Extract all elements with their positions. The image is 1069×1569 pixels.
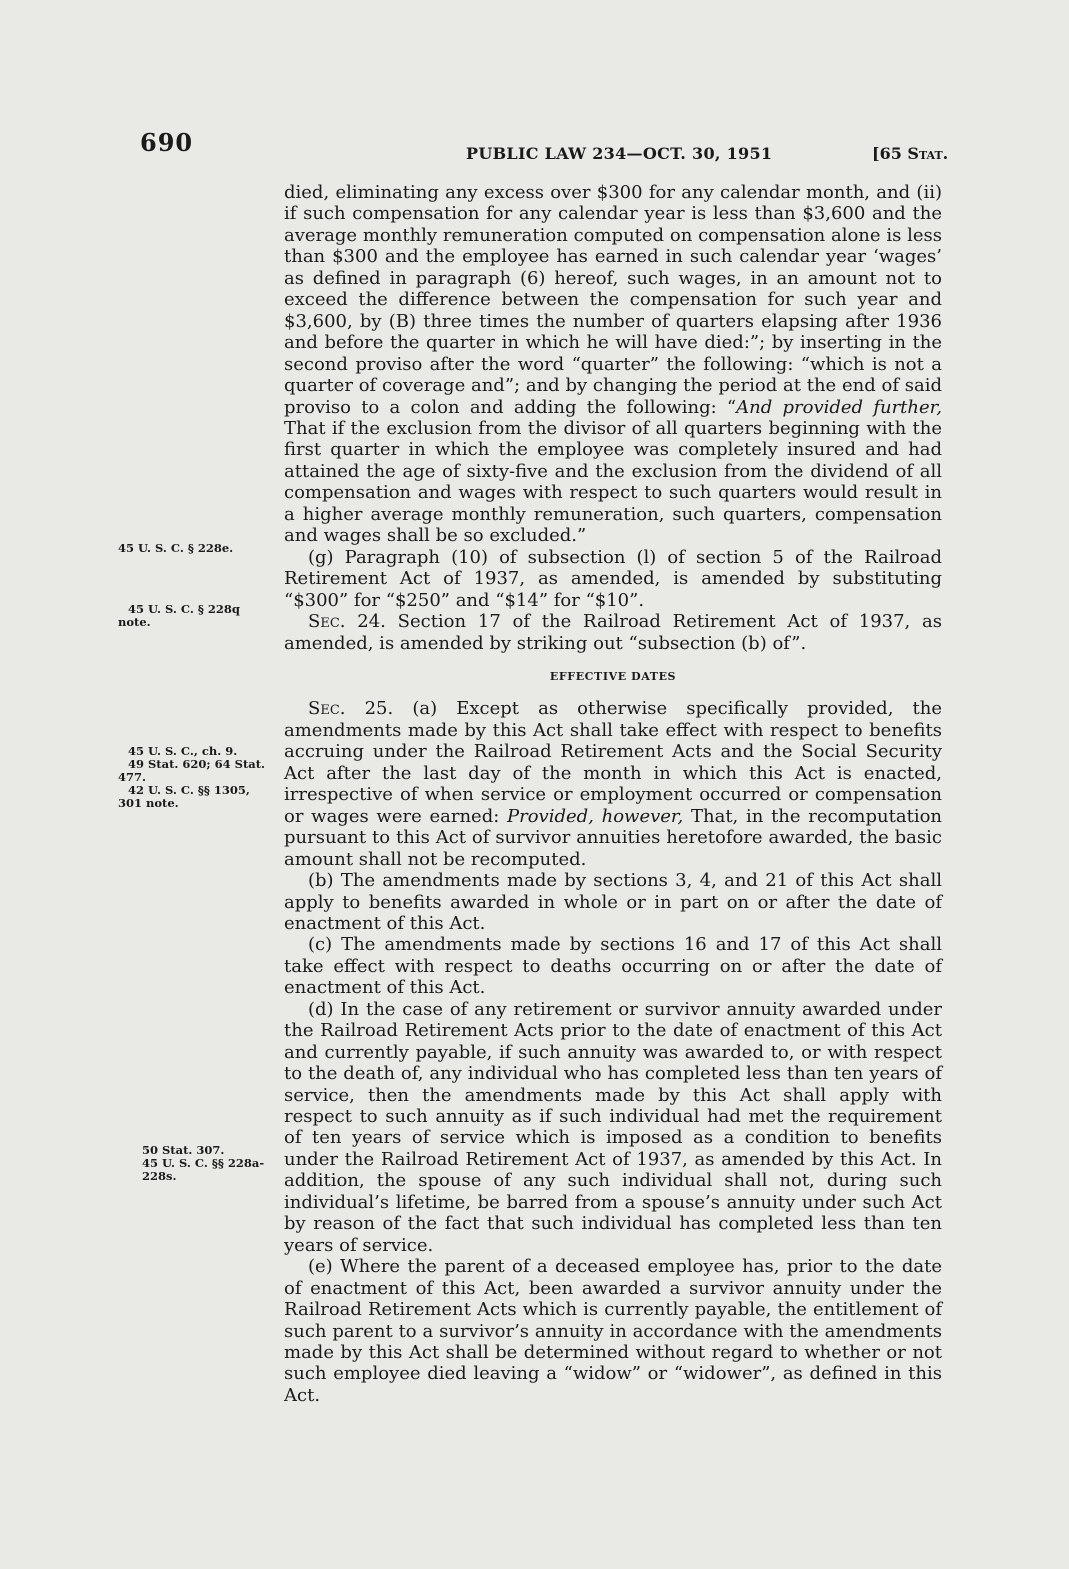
margin-note-line: note. bbox=[118, 615, 151, 629]
paragraph-g: (g) Paragraph (10) of subsection (l) of section 5 of the Railroad Retirement Act of 1937, as amended, is amended by substituting “$300” for “$250” and “$14” for “$10”. bbox=[284, 546, 942, 611]
text-run: That if the exclusion from the divisor of all quarters beginning with the first quarter in which the employee was completely insured and had attained the age of sixty-five and the exclusion from the dividend of all compensation and wages with respect to such quarters would result in a higher average monthly remuneration, such quarters, compensation and wages shall be so excluded.” bbox=[284, 417, 942, 547]
margin-note-line: 228s. bbox=[142, 1169, 177, 1183]
text-run: 24. Section 17 of the Railroad Retirement Act of 1937, as amended, is amended by striking out “subsection (b) of”. bbox=[284, 611, 942, 654]
section-25-a bbox=[284, 698, 942, 870]
text-run: That, in the recomputation pursuant to this Act of survivor annuities heretofore awarded, the basic amount shall not be recomputed. bbox=[284, 805, 943, 870]
margin-note-sec25 bbox=[118, 745, 278, 810]
section-heading: EFFECTIVE DATES bbox=[549, 669, 677, 683]
section-label: Sec. bbox=[308, 698, 346, 720]
italic-run: And provided further, bbox=[736, 396, 942, 418]
volume-stat: Stat. bbox=[907, 144, 949, 163]
margin-note-50stat bbox=[118, 1144, 278, 1183]
margin-note-line: 45 U. S. C. § 228e. bbox=[118, 541, 234, 555]
paragraph-c: (c) The amendments made by sections 16 and 17 of this Act shall take effect with respect to deaths occurring on or after the date of enactment of this Act. bbox=[284, 934, 942, 999]
margin-note-228e bbox=[118, 542, 278, 555]
body-text bbox=[284, 182, 942, 1406]
text-run: died, eliminating any excess over $300 for any calendar month, and (ii) if such compensation for any calendar year is less than $3,600 and the average monthly remuneration computed on compensation alone is less than $300 and the employee has earned in such calendar year ‘wages’ as defined in paragraph (6) hereof, such wages, in an amount not to exceed the difference between the compensation for such year and $3,600, by (B) three times the number of quarters elapsing after 1936 and before the quarter in which he will have died:”; by inserting in the second proviso after the word “quarter” the following: “which is not a quarter of coverage and”; and by changing the period at the end of said proviso to a colon and adding the following: “ bbox=[284, 182, 942, 418]
text-run: 25. (a) Except as otherwise specifically provided, the amendments made by this Act shall take effect with respect to benefits accruing under the Railroad Retirement Acts and the Social Security Act after the last day of the month in which this Act is enacted, irrespective of when service or employment occurred or compensation or wages were earned: bbox=[284, 698, 942, 827]
section-label: Sec. bbox=[308, 611, 346, 633]
margin-note-line: 49 Stat. 620; 64 Stat. bbox=[128, 757, 266, 771]
margin-note-line: 301 note. bbox=[118, 796, 179, 810]
section-24 bbox=[284, 611, 942, 654]
margin-note-line: 42 U. S. C. §§ 1305, bbox=[128, 783, 250, 797]
margin-note-line: 45 U. S. C. § 228q bbox=[128, 602, 240, 616]
page-number: 690 bbox=[140, 128, 194, 157]
italic-run: Provided, however, bbox=[507, 805, 684, 827]
paragraph-d: (d) In the case of any retirement or survivor annuity awarded under the Railroad Retirement Acts prior to the date of enactment of this Act and currently payable, if such annuity was awarded to, or with respect to the death of, any individual who has completed less than ten years of service, then the amendments made by this Act shall apply with respect to such annuity as if such individual had met the requirement of ten years of service which is imposed as a condition to benefits under the Railroad Retirement Act of 1937, as amended by this Act. In addition, the spouse of any such individual shall not, during such individual’s lifetime, be barred from a spouse’s annuity under such Act by reason of the fact that such individual has completed less than ten years of service. bbox=[284, 998, 942, 1256]
margin-note-line: 477. bbox=[118, 770, 147, 784]
margin-note-line: 45 U. S. C., ch. 9. bbox=[128, 744, 238, 758]
margin-note-line: 50 Stat. 307. bbox=[142, 1143, 225, 1157]
paragraph-continuation bbox=[284, 182, 942, 547]
paragraph-b: (b) The amendments made by sections 3, 4, and 21 of this Act shall apply to benefits awarded in whole or in part on or after the date of enactment of this Act. bbox=[284, 870, 942, 934]
volume-number: [65 bbox=[872, 144, 908, 163]
margin-note-line: 45 U. S. C. §§ 228a- bbox=[142, 1156, 265, 1170]
paragraph-e: (e) Where the parent of a deceased employee has, prior to the date of enactment of this Act, been awarded a survivor annuity under the Railroad Retirement Acts which is currently payable, the entitlement of such parent to a survivor’s annuity in accordance with the amendments made by this Act shall be determined without regard to whether or not such employee died leaving a “widow” or “widower”, as defined in this Act. bbox=[284, 1256, 942, 1406]
margin-note-228q bbox=[118, 603, 278, 629]
volume-reference bbox=[872, 144, 948, 163]
running-head: PUBLIC LAW 234—OCT. 30, 1951 bbox=[466, 144, 773, 163]
